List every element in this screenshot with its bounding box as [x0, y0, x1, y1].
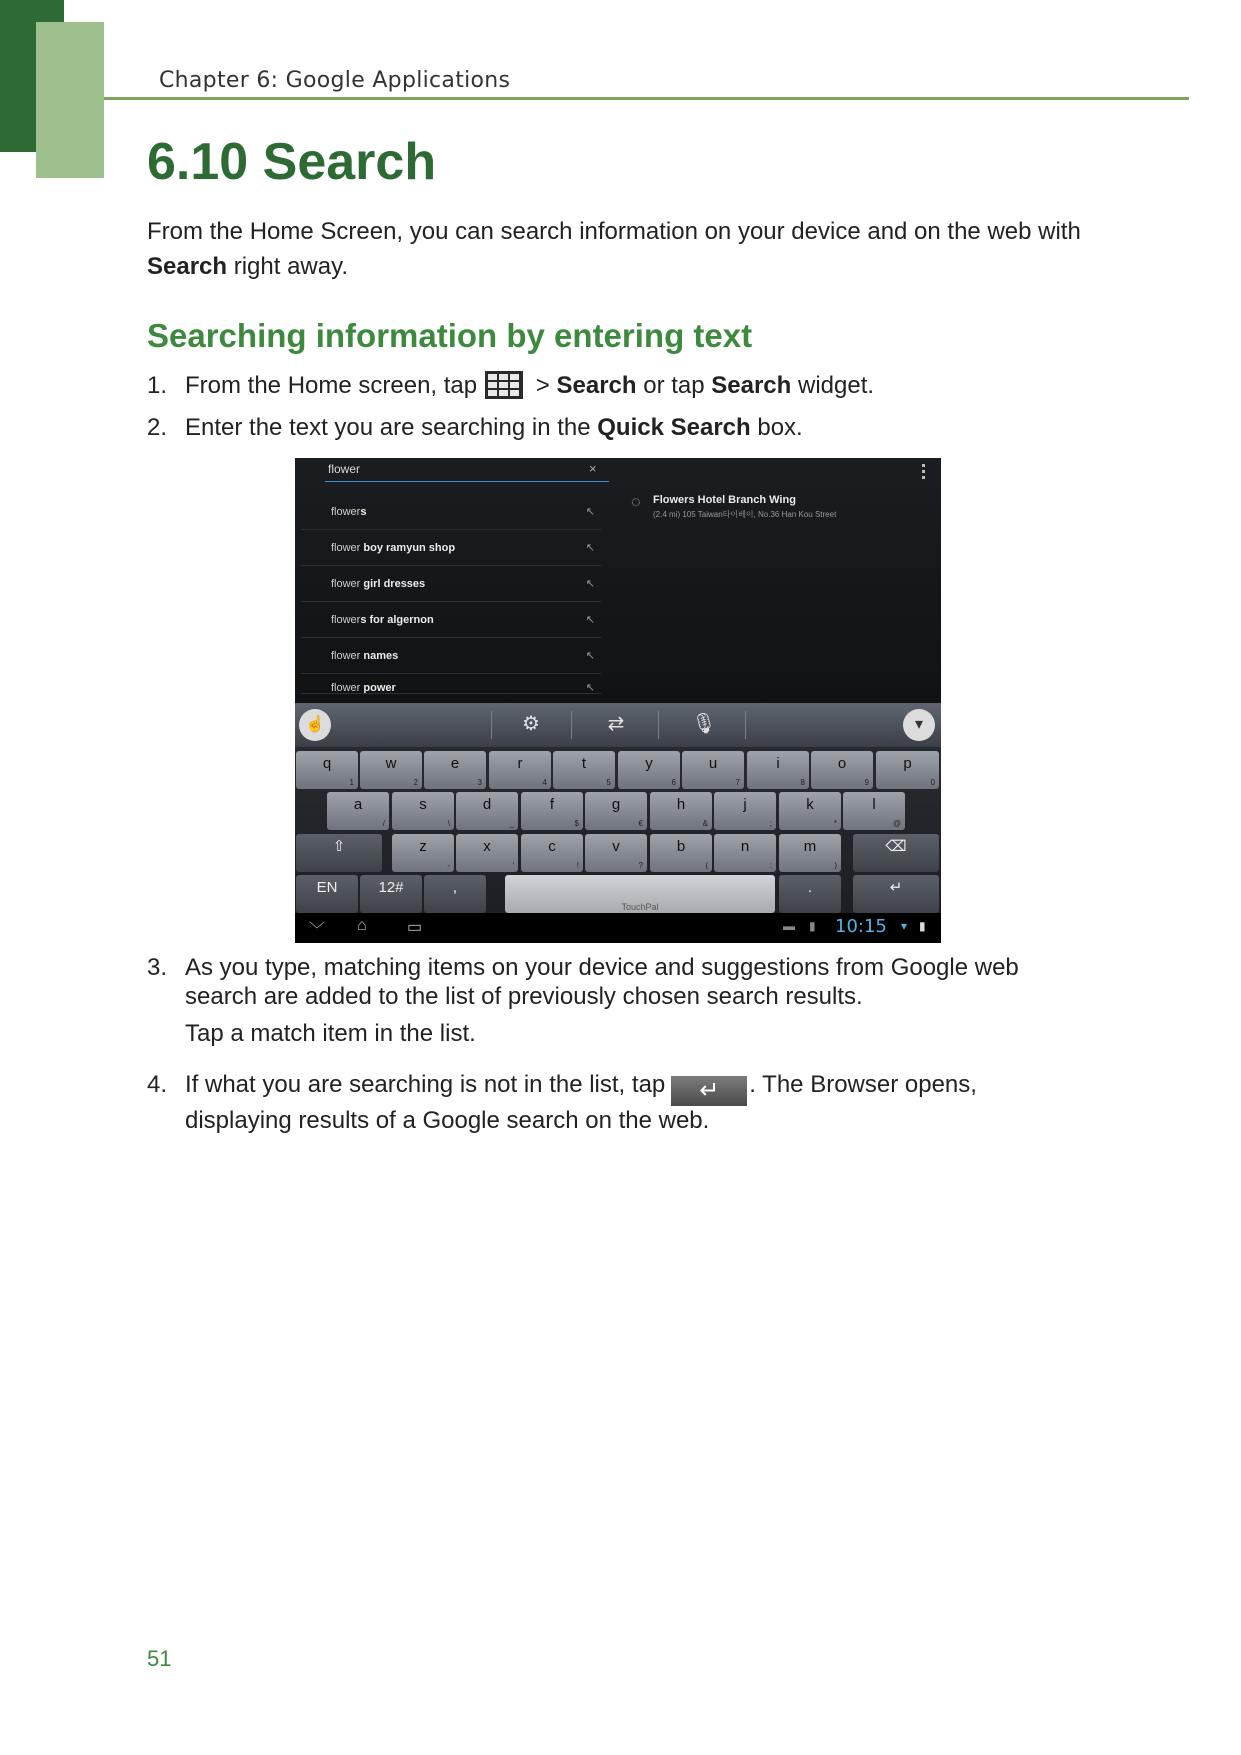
intro-search-bold: Search: [147, 253, 228, 280]
refine-arrow-icon[interactable]: ↖: [585, 650, 595, 662]
refine-arrow-icon[interactable]: ↖: [585, 506, 595, 518]
status-clock: 10:15: [835, 916, 887, 937]
backspace-key[interactable]: [853, 834, 939, 872]
refine-arrow-icon[interactable]: ↖: [585, 682, 595, 694]
key-e[interactable]: e 3: [424, 751, 486, 789]
key-k[interactable]: k *: [779, 792, 841, 830]
key-f[interactable]: f $: [521, 792, 583, 830]
map-pin-icon: ◌: [631, 494, 641, 511]
search-query-input[interactable]: flower: [328, 462, 361, 476]
microphone-icon[interactable]: 🎙: [691, 713, 717, 735]
suggestion-item[interactable]: flower boy ramyun shop ↖: [301, 530, 601, 566]
keyboard: [295, 703, 941, 913]
wifi-icon: ▾: [901, 919, 908, 933]
language-key[interactable]: EN: [296, 875, 358, 913]
suggestion-item[interactable]: flowers for algernon ↖: [301, 602, 601, 638]
key-v[interactable]: v ?: [585, 834, 647, 872]
home-icon[interactable]: ⌂: [357, 917, 367, 934]
shift-key[interactable]: [296, 834, 382, 872]
key-a[interactable]: a /: [327, 792, 389, 830]
search-screenshot: [295, 458, 941, 943]
key-h[interactable]: h &: [650, 792, 712, 830]
battery-icon: ▮: [919, 919, 926, 933]
key-j[interactable]: j ;: [714, 792, 776, 830]
place-result-name[interactable]: Flowers Hotel Branch Wing: [653, 494, 796, 506]
recent-apps-icon[interactable]: ▭: [407, 919, 423, 936]
subsection-title: Searching information by entering text: [147, 317, 753, 354]
suggestion-item[interactable]: flower girl dresses ↖: [301, 566, 601, 602]
key-m[interactable]: m ): [779, 834, 841, 872]
enter-key-icon: ↵: [671, 1076, 747, 1106]
key-y[interactable]: y 6: [618, 751, 680, 789]
shift-arrow-icon: ⇧: [332, 838, 346, 855]
suggestion-list: [301, 494, 601, 694]
intro-paragraph: From the Home Screen, you can search information on your device and on the web with Search right away.: [147, 218, 1081, 280]
page-number: 51: [147, 1646, 172, 1671]
overflow-menu-icon[interactable]: [922, 464, 926, 480]
key-x[interactable]: x ': [456, 834, 518, 872]
apps-grid-icon: [485, 371, 523, 399]
key-b[interactable]: b (: [650, 834, 712, 872]
key-i[interactable]: i 8: [747, 751, 809, 789]
enter-key[interactable]: [853, 875, 939, 913]
hide-keyboard-chevron-icon[interactable]: ▾: [903, 709, 935, 741]
back-icon[interactable]: ﹀: [309, 922, 326, 939]
refine-arrow-icon[interactable]: ↖: [585, 614, 595, 626]
comma-key[interactable]: ,: [424, 875, 486, 913]
header-rule: [104, 97, 1189, 100]
refine-arrow-icon[interactable]: ↖: [585, 578, 595, 590]
chapter-header: Chapter 6: Google Applications: [159, 68, 511, 93]
clear-icon[interactable]: ×: [589, 461, 597, 476]
settings-gear-icon[interactable]: ⚙: [522, 713, 540, 735]
keyboard-toolbar: [295, 703, 941, 747]
touchpal-hand-icon[interactable]: ☝: [299, 709, 331, 741]
key-d[interactable]: d _: [456, 792, 518, 830]
sd-card-icon: ▮: [809, 919, 816, 933]
chapter-tab-light: [36, 22, 104, 178]
key-l[interactable]: l @: [843, 792, 905, 830]
key-n[interactable]: n :: [714, 834, 776, 872]
symbols-key[interactable]: 12#: [360, 875, 422, 913]
suggestion-item[interactable]: flower names ↖: [301, 638, 601, 674]
space-key[interactable]: TouchPal: [505, 875, 775, 913]
suggestion-item[interactable]: flowers ↖: [301, 494, 601, 530]
period-key[interactable]: .: [779, 875, 841, 913]
enter-arrow-icon: ↵: [889, 879, 903, 896]
search-input-underline: [325, 481, 609, 482]
system-navigation-bar: [295, 913, 941, 943]
quick-search-panel: [295, 458, 941, 703]
key-u[interactable]: u 7: [682, 751, 744, 789]
backspace-icon: ⌫: [885, 838, 907, 855]
key-z[interactable]: z -: [392, 834, 454, 872]
key-p[interactable]: p 0: [876, 751, 939, 789]
key-o[interactable]: o 9: [811, 751, 873, 789]
place-result-address: (2.4 mi) 105 Taiwan타이베이, No.36 Han Kou Street: [653, 510, 837, 519]
key-s[interactable]: s \: [392, 792, 454, 830]
clipboard-switch-icon[interactable]: ⇄: [607, 713, 625, 735]
section-title: 6.10 Search: [147, 133, 437, 191]
key-g[interactable]: g €: [585, 792, 647, 830]
usb-icon: ▬: [783, 919, 795, 933]
key-q[interactable]: q 1: [296, 751, 358, 789]
key-r[interactable]: r 4: [489, 751, 551, 789]
key-c[interactable]: c !: [521, 834, 583, 872]
suggestion-item[interactable]: flower power ↖: [301, 674, 601, 694]
key-w[interactable]: w 2: [360, 751, 422, 789]
key-t[interactable]: t 5: [553, 751, 615, 789]
refine-arrow-icon[interactable]: ↖: [585, 542, 595, 554]
